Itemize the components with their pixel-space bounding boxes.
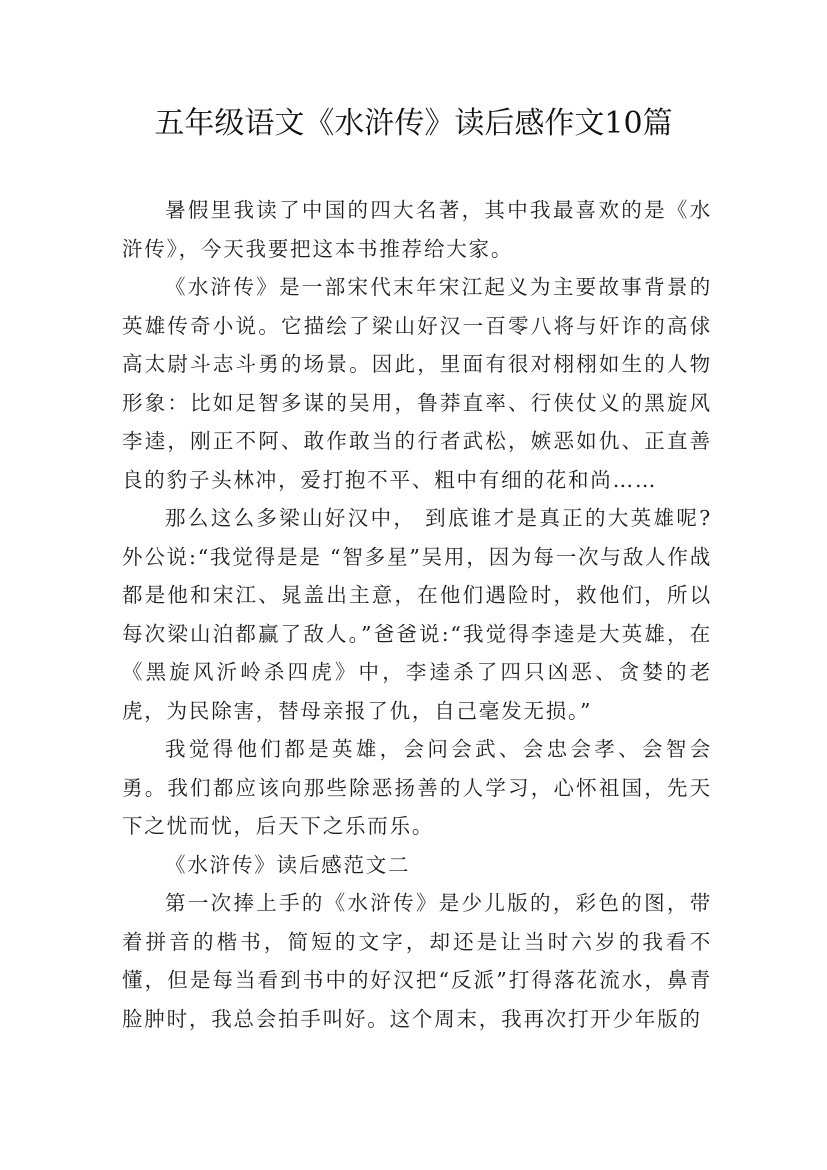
paragraph-summary: 《水浒传》是一部宋代末年宋江起义为主要故事背景的英雄传奇小说。它描绘了梁山好汉一百零八将与奸诈的高俅高太尉斗志斗勇的场景。因此，里面有很对栩栩如生的人物形象：比如足智多谋的吴用，鲁莽直率、行侠仗义的黑旋风李逵，刚正不阿、敢作敢当的行者武松，嫉恶如仇、正直善良的豹子头林冲，爱打抱不平、粗中有细的花和尚…… [122, 275, 712, 492]
document-body [122, 191, 712, 1038]
section-heading-sample-two: 《水浒传》读后感范文二 [165, 852, 411, 877]
paragraph-intro: 暑假里我读了中国的四大名著，其中我最喜欢的是《水浒传》，今天我要把这本书推荐给大家。 [122, 198, 712, 261]
paragraph-conclusion: 我觉得他们都是英雄，会问会武、会忠会孝、会智会勇。我们都应该向那些除恶扬善的人学习，心怀祖国，先天下之忧而忧，后天下之乐而乐。 [122, 737, 712, 838]
paragraph-hero-debate: 那么这么多梁山好汉中， 到底谁才是真正的大英雄呢?外公说:“我觉得是是 “智多星”吴用，因为每一次与敌人作战都是他和宋江、晁盖出主意，在他们遇险时，救他们，所以每次梁山泊都赢了敌人。”爸爸说:“我觉得李逵是大英雄，在《黑旋风沂岭杀四虎》中，李逵杀了四只凶恶、贪婪的老虎，为民除害，替母亲报了仇，自己毫发无损。” [122, 506, 712, 723]
document-title: 五年级语文《水浒传》读后感作文10篇 [154, 106, 673, 141]
paragraph-sample-two-start: 第一次捧上手的《水浒传》是少儿版的，彩色的图，带着拼音的楷书，简短的文字，却还是让当时六岁的我看不懂，但是每当看到书中的好汉把“反派”打得落花流水，鼻青脸肿时，我总会拍手叫好。这个周末，我再次打开少年版的 [122, 891, 712, 1031]
